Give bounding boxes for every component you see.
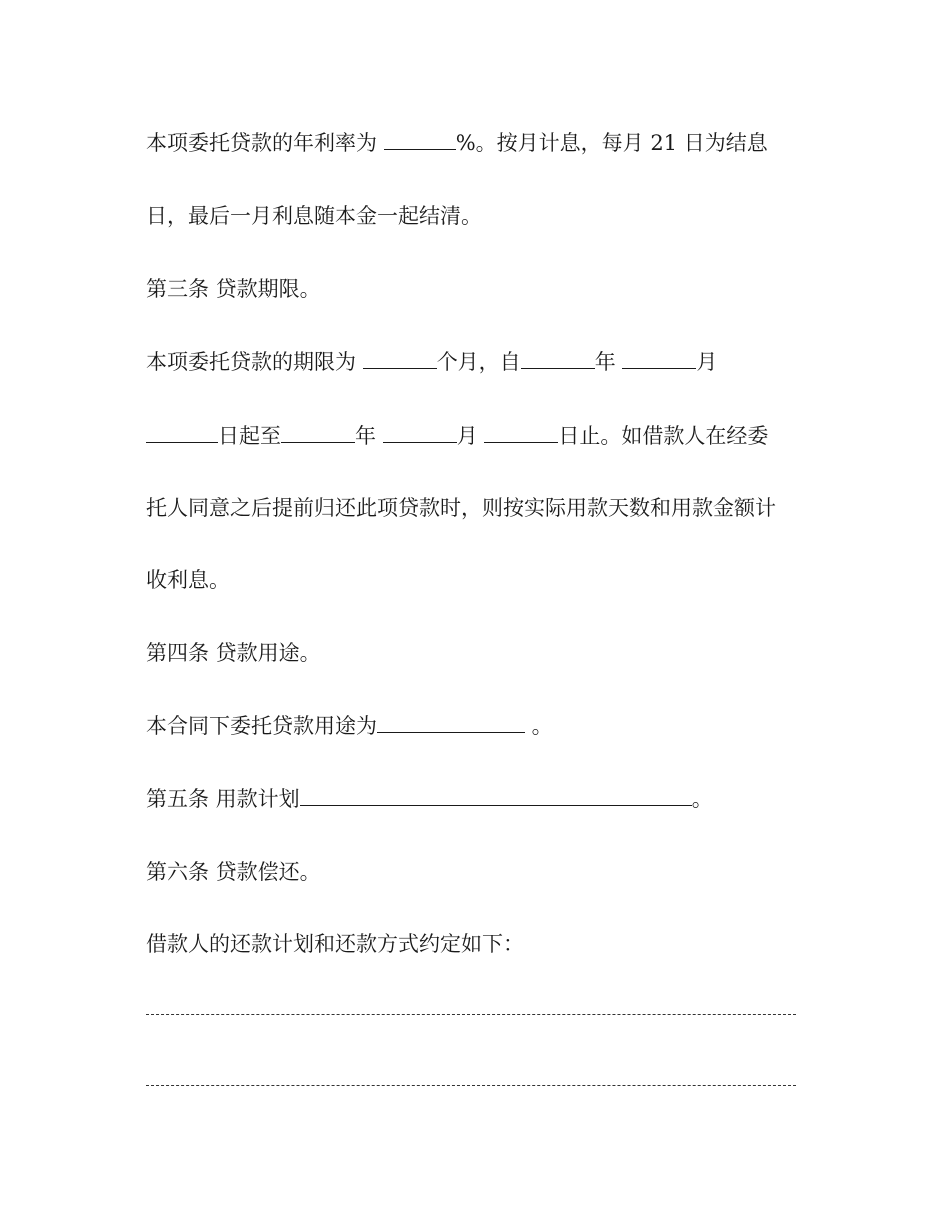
article-5-line bbox=[146, 784, 806, 814]
end-month-blank[interactable] bbox=[383, 422, 457, 443]
loan-purpose-text-a: 本合同下委托贷款用途为 bbox=[146, 714, 377, 738]
start-day-blank[interactable] bbox=[146, 422, 218, 443]
usage-plan-text-a: 第五条 用款计划 bbox=[146, 787, 300, 811]
interest-rate-blank[interactable] bbox=[384, 129, 456, 150]
loan-term-text-a: 本项委托贷款的期限为 bbox=[146, 350, 363, 374]
article-6-heading: 第六条 贷款偿还。 bbox=[146, 860, 321, 884]
loan-term-text-b: 个月，自 bbox=[436, 350, 521, 374]
start-month-blank[interactable] bbox=[622, 348, 696, 369]
loan-purpose-blank[interactable] bbox=[377, 712, 525, 733]
interest-rate-text-a: 本项委托贷款的年利率为 bbox=[146, 131, 384, 155]
loan-term-text-c: 年 bbox=[594, 350, 623, 374]
end-year-blank[interactable] bbox=[281, 422, 355, 443]
repayment-plan-intro: 借款人的还款计划和还款方式约定如下： bbox=[146, 932, 524, 956]
usage-plan-blank[interactable] bbox=[300, 785, 692, 806]
loan-term-text-g: 月 bbox=[456, 424, 485, 448]
loan-term-text-h: 日止。如借款人在经委 bbox=[558, 424, 769, 448]
repayment-plan-blank-line-2[interactable] bbox=[146, 1085, 796, 1086]
interest-rate-text-b: %。按月计息，每月 21 日为结息 bbox=[455, 131, 768, 155]
loan-term-text-d: 月 bbox=[696, 350, 718, 374]
interest-settlement-line: 日，最后一月利息随本金一起结清。 bbox=[146, 204, 482, 228]
term-months-blank[interactable] bbox=[363, 348, 437, 369]
interest-calc-line: 收利息。 bbox=[146, 568, 230, 592]
usage-plan-text-b: 。 bbox=[691, 787, 713, 811]
loan-term-text-e: 日起至 bbox=[218, 424, 281, 448]
loan-purpose-line bbox=[146, 711, 806, 741]
loan-term-line-1 bbox=[146, 347, 806, 377]
end-day-blank[interactable] bbox=[484, 422, 558, 443]
repayment-plan-blank-line-1[interactable] bbox=[146, 1014, 796, 1015]
start-year-blank[interactable] bbox=[521, 348, 595, 369]
early-repayment-line: 托人同意之后提前归还此项贷款时，则按实际用款天数和用款金额计 bbox=[146, 496, 776, 520]
interest-rate-line bbox=[146, 128, 806, 158]
loan-term-line-2 bbox=[146, 421, 806, 451]
loan-term-text-f: 年 bbox=[355, 424, 383, 448]
loan-purpose-text-b: 。 bbox=[525, 714, 553, 738]
article-3-heading: 第三条 贷款期限。 bbox=[146, 277, 321, 301]
article-4-heading: 第四条 贷款用途。 bbox=[146, 641, 321, 665]
